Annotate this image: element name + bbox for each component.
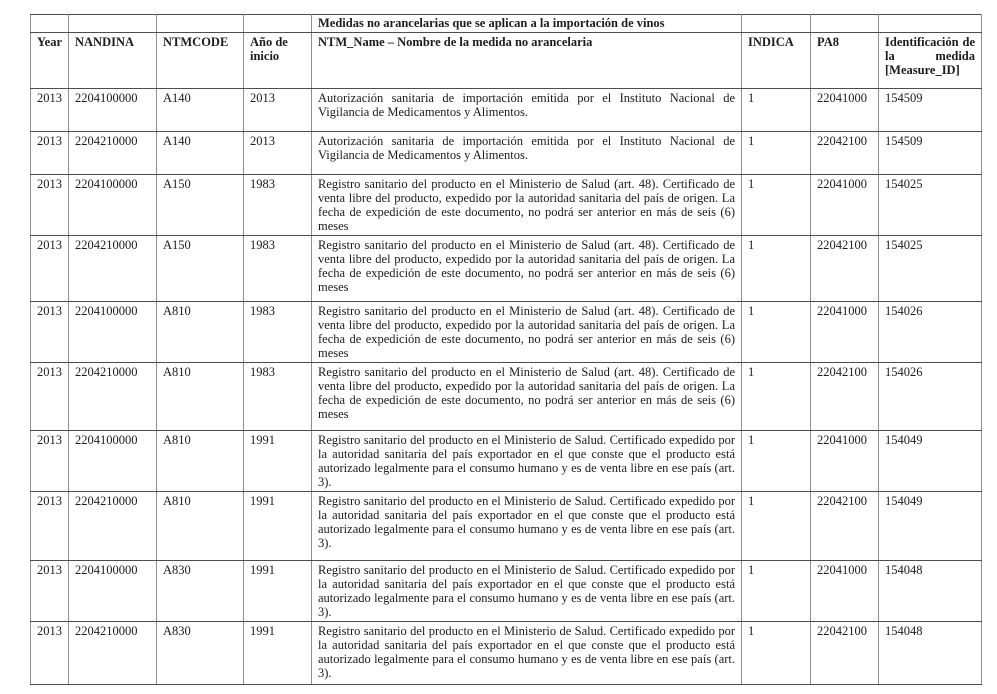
cell-ntmcode: A150 (157, 175, 244, 236)
cell-start-year: 1991 (244, 622, 312, 685)
cell-year: 2013 (31, 175, 69, 236)
cell-nandina: 2204100000 (69, 89, 157, 132)
cell-ntmcode: A140 (157, 132, 244, 175)
cell-measure-id: 154049 (879, 492, 982, 561)
cell-ntmcode: A810 (157, 492, 244, 561)
table-row (31, 175, 982, 236)
empty-cell (157, 15, 244, 33)
empty-cell (69, 15, 157, 33)
cell-ntm-name: Registro sanitario del producto en el Ministerio de Salud (art. 48). Certificado de venta libre del producto, expedido por la autoridad sanitaria del país de origen. La fecha de expedición de este documento, no podrá ser anterior en más de seis (6) meses (312, 175, 742, 236)
cell-pa8: 22042100 (811, 492, 879, 561)
cell-year: 2013 (31, 561, 69, 622)
empty-cell (244, 15, 312, 33)
col-header-start-year: Año de inicio (244, 33, 312, 89)
cell-year: 2013 (31, 363, 69, 431)
cell-nandina: 2204100000 (69, 175, 157, 236)
cell-measure-id: 154048 (879, 622, 982, 685)
cell-year: 2013 (31, 492, 69, 561)
cell-ntmcode: A810 (157, 363, 244, 431)
cell-nandina: 2204100000 (69, 302, 157, 363)
cell-year: 2013 (31, 236, 69, 302)
table-header-row (31, 33, 982, 89)
cell-pa8: 22042100 (811, 132, 879, 175)
cell-indica: 1 (742, 561, 811, 622)
cell-start-year: 1983 (244, 175, 312, 236)
table-row (31, 492, 982, 561)
cell-ntmcode: A140 (157, 89, 244, 132)
cell-start-year: 1983 (244, 302, 312, 363)
table-row (31, 363, 982, 431)
empty-cell (31, 15, 69, 33)
cell-indica: 1 (742, 431, 811, 492)
cell-year: 2013 (31, 302, 69, 363)
col-header-measure-id: Identificación de la medida [Measure_ID] (879, 33, 982, 89)
col-header-year: Year (31, 33, 69, 89)
cell-measure-id: 154026 (879, 302, 982, 363)
cell-start-year: 2013 (244, 89, 312, 132)
cell-ntmcode: A830 (157, 622, 244, 685)
cell-ntm-name: Autorización sanitaria de importación emitida por el Instituto Nacional de Vigilancia de Medicamentos y Alimentos. (312, 132, 742, 175)
cell-ntm-name: Registro sanitario del producto en el Ministerio de Salud (art. 48). Certificado de venta libre del producto, expedido por la autoridad sanitaria del país de origen. La fecha de expedición de este documento, no podrá ser anterior en más de seis (6) meses (312, 236, 742, 302)
cell-nandina: 2204210000 (69, 236, 157, 302)
cell-start-year: 2013 (244, 132, 312, 175)
empty-cell (811, 15, 879, 33)
table-title: Medidas no arancelarias que se aplican a la importación de vinos (312, 15, 742, 33)
cell-pa8: 22041000 (811, 561, 879, 622)
cell-measure-id: 154509 (879, 132, 982, 175)
table-row (31, 302, 982, 363)
cell-ntmcode: A810 (157, 302, 244, 363)
cell-pa8: 22041000 (811, 431, 879, 492)
cell-indica: 1 (742, 236, 811, 302)
cell-nandina: 2204210000 (69, 363, 157, 431)
cell-indica: 1 (742, 132, 811, 175)
empty-cell (879, 15, 982, 33)
col-header-indica: INDICA (742, 33, 811, 89)
col-header-ntmcode: NTMCODE (157, 33, 244, 89)
col-header-nandina: NANDINA (69, 33, 157, 89)
cell-measure-id: 154509 (879, 89, 982, 132)
cell-ntm-name: Registro sanitario del producto en el Ministerio de Salud. Certificado expedido por la autoridad sanitaria del país exportador en el que conste que el producto está autorizado legalmente para el consumo humano y es de venta libre en ese país (art. 3). (312, 492, 742, 561)
table-row (31, 622, 982, 685)
cell-year: 2013 (31, 89, 69, 132)
cell-ntmcode: A810 (157, 431, 244, 492)
cell-ntm-name: Registro sanitario del producto en el Ministerio de Salud (art. 48). Certificado de venta libre del producto, expedido por la autoridad sanitaria del país de origen. La fecha de expedición de este documento, no podrá ser anterior en más de seis (6) meses (312, 302, 742, 363)
ntm-measures-table (30, 14, 982, 685)
cell-measure-id: 154049 (879, 431, 982, 492)
cell-indica: 1 (742, 363, 811, 431)
cell-indica: 1 (742, 89, 811, 132)
cell-ntm-name: Autorización sanitaria de importación emitida por el Instituto Nacional de Vigilancia de Medicamentos y Alimentos. (312, 89, 742, 132)
cell-measure-id: 154025 (879, 236, 982, 302)
cell-indica: 1 (742, 492, 811, 561)
cell-start-year: 1991 (244, 431, 312, 492)
cell-pa8: 22042100 (811, 622, 879, 685)
empty-cell (742, 15, 811, 33)
cell-indica: 1 (742, 175, 811, 236)
cell-year: 2013 (31, 622, 69, 685)
cell-start-year: 1991 (244, 561, 312, 622)
cell-year: 2013 (31, 431, 69, 492)
cell-indica: 1 (742, 302, 811, 363)
cell-ntm-name: Registro sanitario del producto en el Ministerio de Salud (art. 48). Certificado de venta libre del producto, expedido por la autoridad sanitaria del país de origen. La fecha de expedición de este documento, no podrá ser anterior en más de seis (6) meses (312, 363, 742, 431)
cell-ntmcode: A830 (157, 561, 244, 622)
cell-nandina: 2204100000 (69, 561, 157, 622)
cell-pa8: 22041000 (811, 89, 879, 132)
table-row (31, 561, 982, 622)
cell-start-year: 1983 (244, 236, 312, 302)
cell-pa8: 22042100 (811, 363, 879, 431)
cell-year: 2013 (31, 132, 69, 175)
col-header-pa8: PA8 (811, 33, 879, 89)
table-row (31, 89, 982, 132)
cell-ntm-name: Registro sanitario del producto en el Ministerio de Salud. Certificado expedido por la autoridad sanitaria del país exportador en el que conste que el producto está autorizado legalmente para el consumo humano y es de venta libre en ese país (art. 3). (312, 561, 742, 622)
table-row (31, 431, 982, 492)
col-header-ntm-name: NTM_Name – Nombre de la medida no arancelaria (312, 33, 742, 89)
cell-pa8: 22041000 (811, 175, 879, 236)
cell-ntmcode: A150 (157, 236, 244, 302)
table-row (31, 132, 982, 175)
table-row (31, 236, 982, 302)
cell-pa8: 22041000 (811, 302, 879, 363)
cell-start-year: 1991 (244, 492, 312, 561)
cell-indica: 1 (742, 622, 811, 685)
cell-measure-id: 154025 (879, 175, 982, 236)
cell-nandina: 2204210000 (69, 132, 157, 175)
cell-measure-id: 154026 (879, 363, 982, 431)
cell-pa8: 22042100 (811, 236, 879, 302)
cell-nandina: 2204100000 (69, 431, 157, 492)
cell-ntm-name: Registro sanitario del producto en el Ministerio de Salud. Certificado expedido por la autoridad sanitaria del país exportador en el que conste que el producto está autorizado legalmente para el consumo humano y es de venta libre en ese país (art. 3). (312, 622, 742, 685)
cell-nandina: 2204210000 (69, 492, 157, 561)
cell-nandina: 2204210000 (69, 622, 157, 685)
cell-measure-id: 154048 (879, 561, 982, 622)
table-title-row (31, 15, 982, 33)
cell-start-year: 1983 (244, 363, 312, 431)
cell-ntm-name: Registro sanitario del producto en el Ministerio de Salud. Certificado expedido por la autoridad sanitaria del país exportador en el que conste que el producto está autorizado legalmente para el consumo humano y es de venta libre en ese país (art. 3). (312, 431, 742, 492)
